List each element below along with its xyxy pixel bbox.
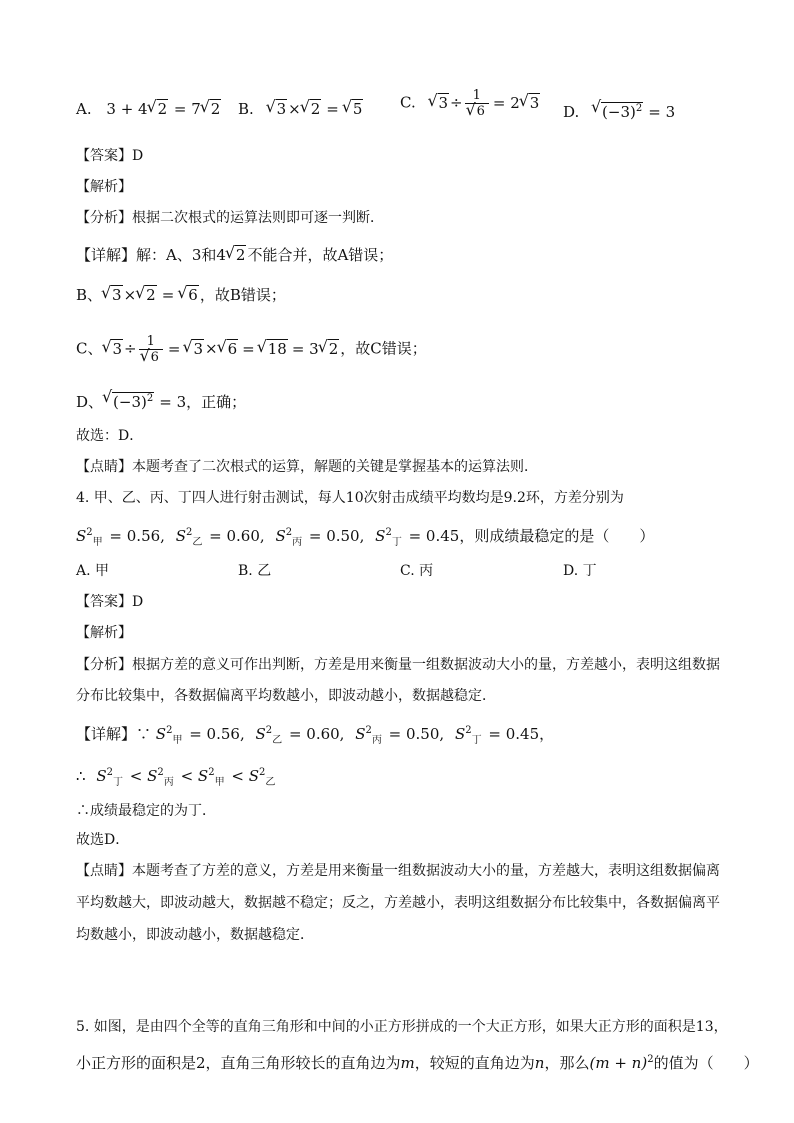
option-label: B. xyxy=(238,100,254,118)
sqrt-symbol xyxy=(520,92,541,114)
numerator: 1 xyxy=(146,334,155,349)
variance-symbol xyxy=(455,720,482,752)
radicand: 6 xyxy=(227,339,238,358)
divide-symbol: ÷ xyxy=(124,339,137,358)
text: C、 xyxy=(76,339,103,358)
q5-stem-line2 xyxy=(76,1049,759,1074)
sqrt-symbol xyxy=(148,98,169,120)
variable-m: m xyxy=(400,1054,415,1072)
q4-stem-line2 xyxy=(76,522,654,554)
S-letter: S xyxy=(147,767,158,785)
sqrt-symbol xyxy=(343,98,364,120)
sqrt-symbol xyxy=(592,98,643,123)
radicand: 18 xyxy=(267,339,287,358)
exponent: 2 xyxy=(186,527,193,538)
value: = 0.56, xyxy=(104,527,165,545)
S-letter: S xyxy=(76,527,87,545)
text: ，那么 xyxy=(544,1054,590,1072)
option-label: A. xyxy=(76,100,92,118)
text: 小正方形的面积是2，直角三角形较长的直角边为 xyxy=(76,1054,401,1072)
q4-detail xyxy=(76,720,554,752)
variance-symbol xyxy=(96,762,123,794)
variance-symbol xyxy=(256,720,283,752)
expr-text: = 7 xyxy=(169,100,201,118)
less-than-symbol: < xyxy=(129,767,143,785)
variance-symbol xyxy=(76,522,103,554)
q3-detail-b xyxy=(76,284,286,306)
sqrt-symbol xyxy=(467,104,486,119)
option-label: D. xyxy=(563,103,580,121)
expr-text: = 3 xyxy=(648,103,676,121)
variance-symbol xyxy=(355,720,382,752)
S-letter: S xyxy=(197,767,209,785)
equals-symbol: = xyxy=(167,339,181,358)
q3-detail-d xyxy=(76,388,246,413)
sqrt-symbol xyxy=(201,98,222,120)
value: = 0.45 xyxy=(483,725,540,743)
equals-symbol: = xyxy=(161,286,175,304)
value: = 0.56, xyxy=(184,725,245,743)
radicand: (−3) xyxy=(602,103,636,121)
expr-text: = 3 xyxy=(159,393,187,411)
variance-symbol xyxy=(176,522,203,554)
sqrt-symbol xyxy=(319,338,340,360)
exponent: 2 xyxy=(365,725,372,736)
value: = 0.50, xyxy=(383,725,445,743)
q3-detail-a xyxy=(76,244,393,266)
q4-answer: 【答案】D xyxy=(76,594,144,610)
text: 【详解】∵ xyxy=(76,725,152,743)
sqrt-symbol xyxy=(301,98,322,120)
therefore-symbol: ∴ xyxy=(76,767,86,785)
text: ，正确； xyxy=(186,393,247,411)
text: D、 xyxy=(76,393,104,411)
sqrt-symbol xyxy=(429,92,450,114)
subscript: 乙 xyxy=(192,537,203,548)
exponent: 2 xyxy=(208,767,215,778)
q4-fenxi-2: 分布比较集中，各数据偏离平均数越小，即波动越小，数据越稳定． xyxy=(76,688,496,704)
q4-option-a: A. 甲 xyxy=(76,563,110,579)
S-letter: S xyxy=(255,725,266,743)
q3-answer: 【答案】D xyxy=(76,148,144,164)
times-symbol: × xyxy=(123,286,137,304)
expression: (m + n) xyxy=(589,1054,648,1072)
radicand: 2 xyxy=(157,100,168,118)
equals-symbol: = xyxy=(242,339,255,358)
exponent: 2 xyxy=(385,527,392,538)
q4-fenxi-1: 【分析】根据方差的意义可作出判断，方差是用来衡量一组数据波动大小的量，方差越小，表明这组数据 xyxy=(76,657,720,673)
numerator: 1 xyxy=(472,88,481,103)
q3-option-a xyxy=(76,98,222,120)
expr-text: 3 + 4 xyxy=(106,100,148,118)
subscript: 甲 xyxy=(172,735,183,746)
less-than-symbol: < xyxy=(180,767,194,785)
exponent: 2 xyxy=(259,767,266,778)
q4-dianjing-2: 平均数越大，即波动越大，数据越不稳定；反之，方差越小，表明这组数据分布比较集中，各数据偏离平 xyxy=(76,895,720,911)
text: ，较短的直角边为 xyxy=(414,1054,535,1072)
variance-symbol xyxy=(375,522,402,554)
S-letter: S xyxy=(248,767,259,785)
subscript: 丙 xyxy=(371,735,382,746)
q5-stem-line1: 5. 如图，是由四个全等的直角三角形和中间的小正方形拼成的一个大正方形，如果大正方形的面积是13， xyxy=(76,1019,728,1035)
text: 不能合并，故A错误； xyxy=(247,246,394,264)
sqrt-symbol xyxy=(226,244,247,266)
subscript: 甲 xyxy=(92,537,103,548)
subscript: 丁 xyxy=(391,537,402,548)
exponent: 2 xyxy=(285,527,293,538)
radicand: 2 xyxy=(210,100,221,118)
sqrt-symbol xyxy=(103,388,154,413)
sqrt-symbol xyxy=(136,284,157,306)
radicand: 6 xyxy=(150,350,159,365)
variable-n: n xyxy=(534,1054,545,1072)
radicand: 2 xyxy=(328,339,339,358)
value: = 0.60, xyxy=(284,725,345,743)
radicand: 6 xyxy=(188,286,198,304)
q3-detail-c xyxy=(76,334,427,365)
radicand: 3 xyxy=(112,286,122,304)
radicand: 5 xyxy=(352,100,363,118)
sqrt-symbol xyxy=(258,338,288,360)
equals-symbol: = xyxy=(326,100,339,118)
q3-option-d xyxy=(563,98,675,123)
q4-conclusion: ∴成绩最稳定的为丁． xyxy=(76,803,216,819)
exponent: 2 xyxy=(86,527,93,538)
fraction xyxy=(139,334,163,365)
radicand: 3 xyxy=(529,93,540,112)
q4-option-d: D. 丁 xyxy=(563,563,597,579)
variance-symbol xyxy=(249,762,276,794)
exponent: 2 xyxy=(647,1054,654,1065)
text: ，故C错误； xyxy=(340,339,427,358)
exponent: 2 xyxy=(465,725,472,736)
exponent: 2 xyxy=(146,393,154,404)
sqrt-symbol xyxy=(102,338,123,360)
q3-option-c xyxy=(400,88,541,119)
subscript: 乙 xyxy=(265,777,276,788)
sqrt-symbol xyxy=(267,98,288,120)
q4-option-c: C. 丙 xyxy=(400,563,434,579)
variance-symbol xyxy=(275,522,302,554)
value: = 0.50, xyxy=(304,527,365,545)
sqrt-symbol xyxy=(218,338,239,360)
text: 【详解】解：A、3和4 xyxy=(76,246,226,264)
times-symbol: × xyxy=(205,339,218,358)
S-letter: S xyxy=(454,725,466,743)
q4-therefore-inequality xyxy=(76,762,277,794)
variance-symbol xyxy=(147,762,174,794)
S-letter: S xyxy=(355,725,366,743)
sqrt-symbol xyxy=(102,284,123,306)
variance-symbol xyxy=(198,762,225,794)
exponent: 2 xyxy=(106,767,113,778)
q4-analysis-heading: 【解析】 xyxy=(76,625,132,641)
q4-option-b: B. 乙 xyxy=(238,563,272,579)
radicand: 3 xyxy=(276,100,287,118)
q3-fenxi: 【分析】根据二次根式的运算法则即可逐一判断． xyxy=(76,210,384,226)
subscript: 丁 xyxy=(471,735,482,746)
radicand: 3 xyxy=(193,339,204,358)
radicand: 3 xyxy=(112,339,123,358)
exponent: 2 xyxy=(265,725,273,736)
value: = 0.60, xyxy=(204,527,265,545)
subscript: 丙 xyxy=(163,777,174,788)
sqrt-symbol xyxy=(183,338,204,360)
sqrt-symbol xyxy=(141,350,160,365)
S-letter: S xyxy=(155,725,167,743)
variance-symbol xyxy=(156,720,183,752)
radicand: 6 xyxy=(476,104,485,119)
S-letter: S xyxy=(96,767,107,785)
times-symbol: × xyxy=(288,100,301,118)
q3-analysis-heading: 【解析】 xyxy=(76,179,132,195)
text: ，故B错误； xyxy=(199,286,286,304)
text: B、 xyxy=(76,286,103,304)
q4-dianjing-1: 【点睛】本题考查了方差的意义，方差是用来衡量一组数据波动大小的量，方差越大，表明这组数据偏离 xyxy=(76,863,720,879)
expr-text: = 2 xyxy=(492,93,520,112)
subscript: 乙 xyxy=(272,735,283,746)
subscript: 丁 xyxy=(112,777,123,788)
text: ， xyxy=(539,725,555,743)
divide-symbol: ÷ xyxy=(450,93,463,112)
q3-dianjing: 【点睛】本题考查了二次根式的运算，解题的关键是掌握基本的运算法则． xyxy=(76,459,538,475)
expr-text: = 3 xyxy=(291,339,319,358)
exponent: 2 xyxy=(166,725,173,736)
exponent: 2 xyxy=(157,767,164,778)
radicand: 3 xyxy=(438,93,449,112)
q3-choose: 故选：D． xyxy=(76,428,144,444)
text: 的值为（ ） xyxy=(653,1054,759,1072)
radicand: 2 xyxy=(310,100,321,118)
option-label: C. xyxy=(400,93,416,112)
fraction xyxy=(465,88,489,119)
subscript: 甲 xyxy=(214,777,225,788)
S-letter: S xyxy=(175,527,186,545)
q4-dianjing-3: 均数越小，即波动越小，数据越稳定． xyxy=(76,927,314,943)
less-than-symbol: < xyxy=(231,767,244,785)
q4-choose: 故选D． xyxy=(76,832,130,848)
exponent: 2 xyxy=(635,103,643,114)
value: = 0.45 xyxy=(403,527,460,545)
radicand: 2 xyxy=(235,246,246,264)
radicand: 2 xyxy=(146,286,156,304)
text: ，则成绩最稳定的是（ ） xyxy=(459,527,655,545)
q4-stem-line1: 4. 甲、乙、丙、丁四人进行射击测试，每人10次射击成绩平均数均是9.2环，方差分别为 xyxy=(76,490,624,506)
S-letter: S xyxy=(375,527,386,545)
q3-option-b xyxy=(238,98,364,120)
radicand: (−3) xyxy=(113,393,147,411)
sqrt-symbol xyxy=(178,284,199,306)
S-letter: S xyxy=(275,527,286,545)
subscript: 丙 xyxy=(292,537,303,548)
